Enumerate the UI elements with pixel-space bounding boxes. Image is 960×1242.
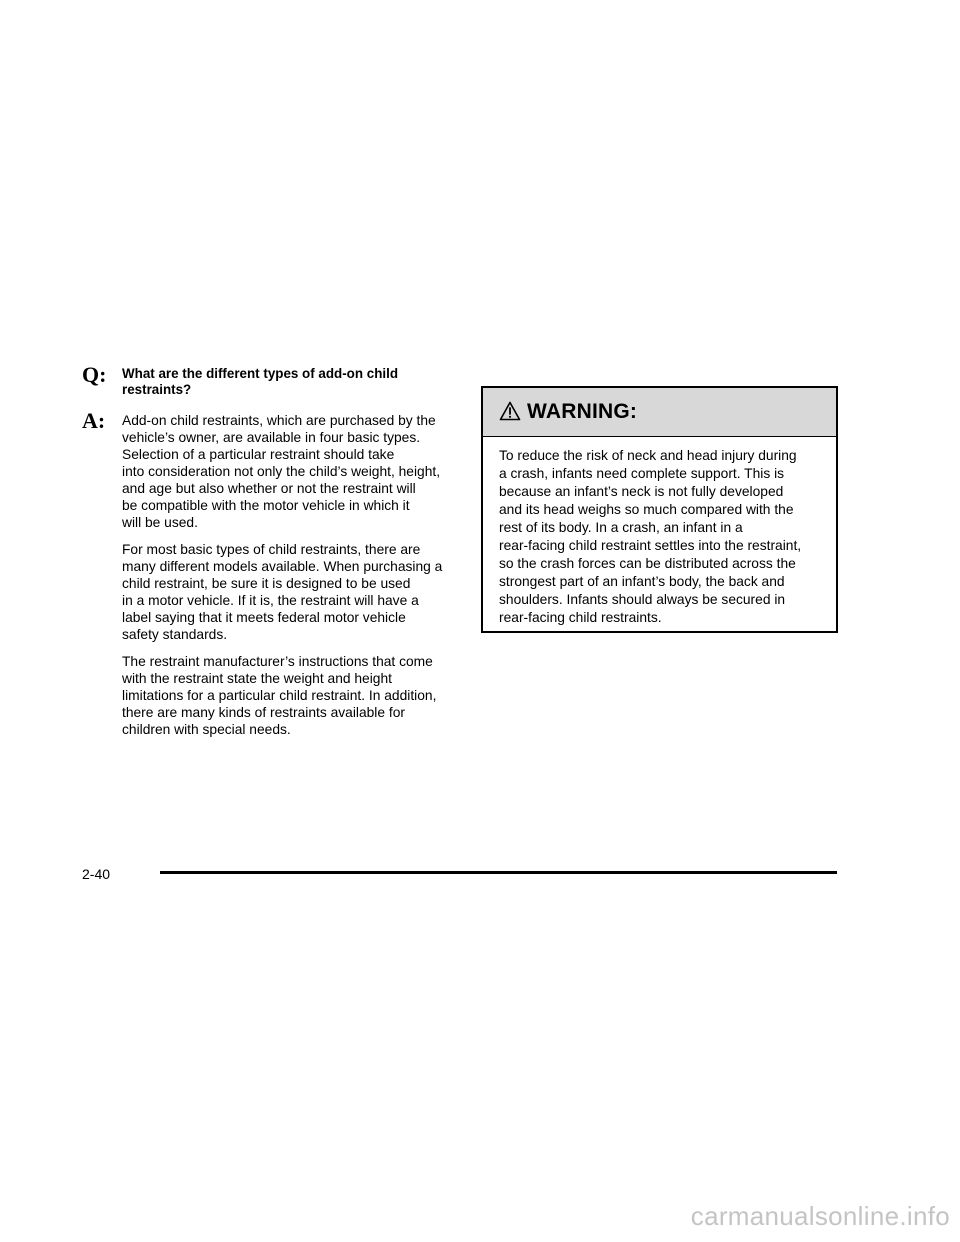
warning-title: WARNING: xyxy=(527,400,638,423)
question-marker: Q: xyxy=(82,362,107,387)
answer-paragraph: Add-on child restraints, which are purchased by the vehicle’s owner, are available in four basic types. Selection of a particular restraint should take into consideration not only the child’s weight, height, and age but also whether or not the restraint will be compatible with the motor vehicle in which it will be used. xyxy=(122,413,441,530)
answer-marker: A: xyxy=(82,408,106,433)
warning-header xyxy=(483,388,836,437)
warning-body: To reduce the risk of neck and head injury during a crash, infants need complete support. This is because an infant’s neck is not fully developed and its head weighs so much compared with the rest of its body. In a crash, an infant in a rear-facing child restraint settles into the restraint, so the crash forces can be distributed across the strongest part of an infant’s body, the back and shoulders. Infants should always be secured in rear-facing child restraints. xyxy=(499,448,802,625)
answer-paragraph: For most basic types of child restraints, there are many different models available. When purchasing a child restraint, be sure it is designed to be used in a motor vehicle. If it is, the restraint will have a label saying that it meets federal motor vehicle safety standards. xyxy=(122,542,443,642)
watermark: carmanualsonline.info xyxy=(690,1201,950,1231)
warning-triangle-icon xyxy=(499,401,521,421)
answer-paragraph: The restraint manufacturer’s instructions that come with the restraint state the weight and height limitations for a particular child restraint. In addition, there are many kinds of restraints available for children with special needs. xyxy=(122,654,437,737)
qa-section xyxy=(82,362,462,748)
question-row xyxy=(82,362,462,398)
answer-row xyxy=(82,408,462,738)
question-text: What are the different types of add-on child restraints? xyxy=(122,366,399,397)
warning-box xyxy=(481,386,838,633)
page-number: 2-40 xyxy=(82,866,111,882)
footer-rule xyxy=(160,871,837,874)
